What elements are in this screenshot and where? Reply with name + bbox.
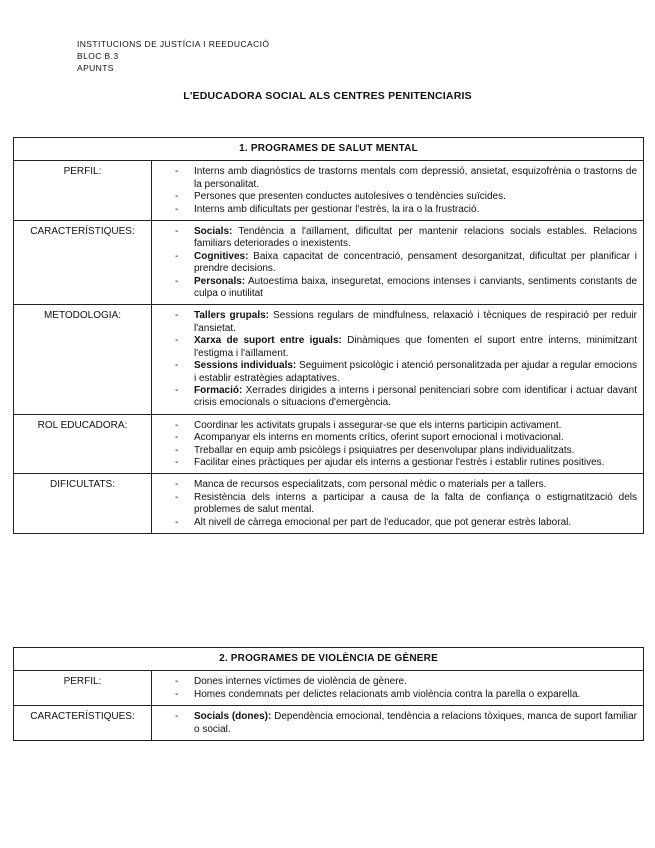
table-row xyxy=(14,305,644,414)
row-label: ROL EDUCADORA: xyxy=(14,414,152,474)
header-block: BLOC B.3 xyxy=(77,51,119,61)
list-item xyxy=(172,276,637,301)
list-item xyxy=(172,432,637,444)
document-title: L'EDUCADORA SOCIAL ALS CENTRES PENITENCIARIS xyxy=(183,90,472,102)
row-content xyxy=(152,706,644,741)
bullet-list xyxy=(172,420,637,470)
list-item xyxy=(172,479,637,491)
item-text: Alt nivell de càrrega emocional per part de l'educador, que pot generar estrès laboral. xyxy=(194,516,572,528)
item-text: Autoestima baixa, inseguretat, emocions intenses i canviants, sentiments constants de culpa o inutilitat xyxy=(194,275,638,300)
item-text: Homes condemnats per delictes relacionats amb violència contra la parella o exparella. xyxy=(194,688,581,700)
list-item xyxy=(172,711,637,736)
item-heading: Personals: xyxy=(194,275,246,287)
row-label: CARACTERÍSTIQUES: xyxy=(14,221,152,305)
row-content xyxy=(152,671,644,706)
table-row xyxy=(14,161,644,221)
section-title: 1. PROGRAMES DE SALUT MENTAL xyxy=(14,138,644,161)
item-text: Sessions regulars de mindfulness, relaxació i tècniques de respiració per reduir l'ansietat. xyxy=(194,310,638,334)
row-label: DIFICULTATS: xyxy=(14,474,152,534)
item-text: Dones internes víctimes de violència de gènere. xyxy=(194,676,407,688)
document-header xyxy=(77,38,269,74)
bullet-list xyxy=(172,226,637,300)
header-institution: INSTITUCIONS DE JUSTÍCIA I REEDUCACIÓ xyxy=(77,39,270,49)
list-item xyxy=(172,457,637,469)
list-item xyxy=(172,492,637,517)
list-item xyxy=(172,191,637,203)
item-text: Interns amb dificultats per gestionar l'estrès, la ira o la frustració. xyxy=(194,203,480,215)
table-row xyxy=(14,474,644,534)
item-text: Baixa capacitat de concentració, pensament desorganitzat, dificultat per planificar i prendre decisions. xyxy=(194,250,638,275)
item-heading: Formació: xyxy=(194,384,243,396)
list-item xyxy=(172,445,637,457)
list-item xyxy=(172,251,637,276)
list-item xyxy=(172,204,637,216)
item-heading: Socials (dones): xyxy=(194,711,272,723)
list-item xyxy=(172,676,637,688)
list-item xyxy=(172,689,637,701)
table-row xyxy=(14,414,644,474)
table-row xyxy=(14,671,644,706)
item-text: Facilitar eines pràctiques per ajudar els interns a gestionar l'estrès i establir rutines positives. xyxy=(194,456,605,468)
list-item xyxy=(172,360,637,385)
list-item xyxy=(172,166,637,191)
section-title: 2. PROGRAMES DE VIOLÈNCIA DE GÈNERE xyxy=(14,648,644,671)
row-content xyxy=(152,305,644,414)
item-text: Seguiment psicològic i atenció personalitzada per ajudar a regular emocions i establir estratègies adaptatives. xyxy=(194,360,638,384)
item-text: Treballar en equip amb psicòlegs i psiquiatres per desenvolupar plans individualitzats. xyxy=(194,444,575,456)
item-text: Acompanyar els interns en moments crítics, oferint suport emocional i motivacional. xyxy=(194,432,564,444)
item-text: Dinàmiques que fomenten el suport entre interns, minimitzant l'estigma i l'aïllament. xyxy=(194,335,638,359)
row-label: CARACTERÍSTIQUES: xyxy=(14,706,152,741)
row-content xyxy=(152,161,644,221)
bullet-list xyxy=(172,166,637,216)
bullet-list xyxy=(172,711,637,736)
bullet-list xyxy=(172,479,637,529)
item-heading: Cognitives: xyxy=(194,250,249,262)
row-label: PERFIL: xyxy=(14,161,152,221)
item-text: Manca de recursos especialitzats, com personal mèdic o materials per a tallers. xyxy=(194,479,547,491)
list-item xyxy=(172,335,637,360)
list-item xyxy=(172,420,637,432)
item-text: Persones que presenten conductes autolesives o tendències suïcides. xyxy=(194,191,506,203)
bullet-list xyxy=(172,676,637,701)
item-heading: Socials: xyxy=(194,226,233,238)
program-table-gender-violence xyxy=(13,647,644,741)
row-label: METODOLOGIA: xyxy=(14,305,152,414)
item-heading: Tallers grupals: xyxy=(194,310,269,322)
item-text: Xerrades dirigides a interns i personal penitenciari sobre com identificar i actuar davant crisis emocionals o situacions d'emergència. xyxy=(194,384,638,409)
header-notes: APUNTS xyxy=(77,63,114,73)
row-content xyxy=(152,414,644,474)
row-content xyxy=(152,221,644,305)
bullet-list xyxy=(172,310,637,409)
item-heading: Sessions individuals: xyxy=(194,360,297,372)
item-text: Resistència dels interns a participar a causa de la falta de confiança o estigmatització dels problemes de salut mental. xyxy=(194,491,638,516)
row-label: PERFIL: xyxy=(14,671,152,706)
list-item xyxy=(172,385,637,410)
table-row xyxy=(14,706,644,741)
item-text: Tendència a l'aïllament, dificultat per mantenir relacions socials estables. Relacions familiars deteriorades o inexistents. xyxy=(194,226,638,250)
row-content xyxy=(152,474,644,534)
item-text: Interns amb diagnòstics de trastorns mentals com depressió, ansietat, esquizofrènia o trastorns de la personalitat. xyxy=(194,166,638,190)
table-row xyxy=(14,221,644,305)
list-item xyxy=(172,517,637,529)
item-text: Coordinar les activitats grupals i assegurar-se que els interns participin activament. xyxy=(194,419,562,431)
list-item xyxy=(172,226,637,251)
item-text: Dependència emocional, tendència a relacions tòxiques, manca de suport familiar o social. xyxy=(194,711,638,735)
item-heading: Xarxa de suport entre iguals: xyxy=(194,335,342,347)
program-table-mental-health xyxy=(13,137,644,534)
list-item xyxy=(172,310,637,335)
